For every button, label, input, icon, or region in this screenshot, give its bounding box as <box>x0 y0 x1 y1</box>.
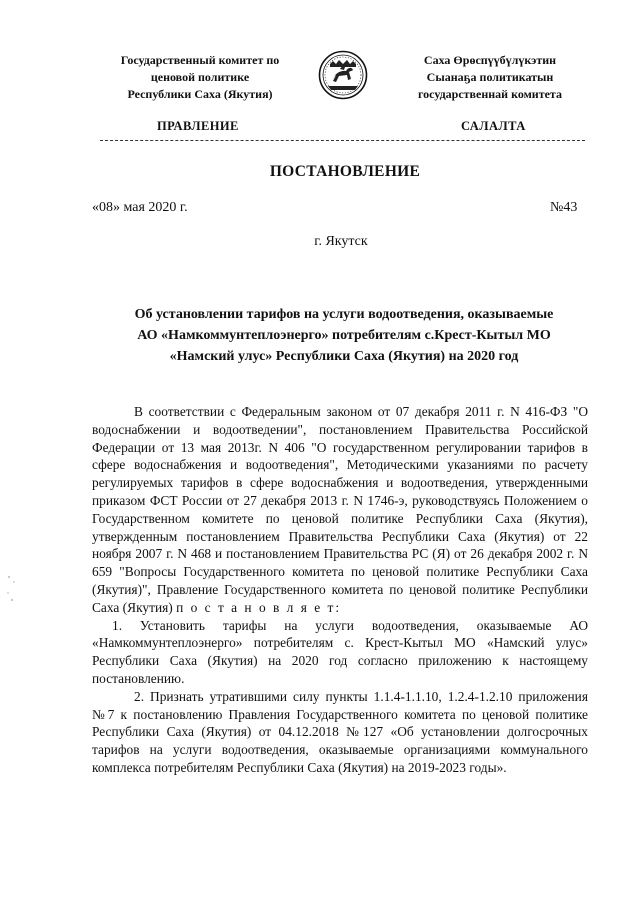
agency-name-ru-line-2: ценовой политике <box>150 70 250 84</box>
board-label-russian: ПРАВЛЕНИЕ <box>157 119 239 133</box>
decree-city: г. Якутск <box>314 234 368 249</box>
decree-item-2: 2. Признать утратившими силу пункты 1.1.4-1.1.10, 1.2.4-1.2.10 приложения №7 к постановлению Правления Государственного комитета по ценовой политике Республики Саха (Якутия) от 04.12.2018 №127 «Об установлении долгосрочных тарифов на услуги водоотведения, оказываемые организациями коммунального комплекса потребителям Республики Саха (Якутия) на 2019-2023 годы». <box>92 688 588 775</box>
board-label-yakut: САЛАЛТА <box>461 119 526 133</box>
agency-name-ru-line-1: Государственный комитет по <box>120 53 280 67</box>
resolves-word: п о с т а н о в л я е т: <box>176 599 342 615</box>
document-title: ПОСТАНОВЛЕНИЕ <box>269 163 421 180</box>
agency-name-russian <box>100 52 300 103</box>
preamble-text: В соответствии с Федеральным законом от 07 декабря 2011 г. N 416-ФЗ "О водоснабжении и водоотведении", постановлением Правительства Российской Федерации от 13 мая 2013г. N 406 "О государственном регулировании тарифов в сфере водоснабжения и водоотведения", Методическими указаниями по расчету регулируемых тарифов в сфере водоснабжения и водоотведения, утвержденными приказом ФСТ России от 27 декабря 2013 г. N 1746-э, руководствуясь Положением о Государственном комитете по ценовой политике Республики Саха (Якутия), утвержденным постановлением Правительства Республики Саха (Якутия) от 22 ноября 2007 г. N 468 и постановлением Правительства РС (Я) от 26 декабря 2002 г. N 659 "Вопросы Государственного комитета по ценовой политике Республики Саха (Якутия)", Правление Государственного комитета по ценовой политике Республики Саха (Якутия) <box>92 404 588 615</box>
scan-artifact <box>6 573 18 603</box>
decree-item-1: 1. Установить тарифы на услуги водоотведения, оказываемые АО «Намкоммунтеплоэнерго» потребителям с. Крест-Кытыл МО «Намский улус» Республики Саха (Якутия) на 2020 год согласно приложению к настоящему постановлению. <box>92 617 588 686</box>
agency-name-sah-line-1: Саха Өрөспүүбүлүкэтин <box>423 53 557 67</box>
sakha-republic-coat-of-arms-icon <box>318 50 368 100</box>
subject-line-2: АО «Намкоммунтеплоэнерго» потребителям с.Крест-Кытыл МО <box>137 328 551 343</box>
agency-name-ru-line-3: Республики Саха (Якутия) <box>127 87 273 101</box>
decree-date: «08» мая 2020 г. <box>92 200 188 215</box>
decree-number: №43 <box>550 200 578 215</box>
agency-name-yakut <box>390 52 590 103</box>
header-divider <box>100 140 585 141</box>
subject-line-3: «Намский улус» Республики Саха (Якутия) на 2020 год <box>169 349 519 364</box>
agency-name-sah-line-3: государственнай комитета <box>418 87 562 101</box>
decree-body <box>92 403 588 777</box>
decree-subject <box>100 304 588 367</box>
subject-line-1: Об установлении тарифов на услуги водоотведения, оказываемые <box>134 307 554 322</box>
agency-name-sah-line-2: Сыанаҕа политикатын <box>426 70 554 84</box>
preamble-paragraph <box>92 403 588 617</box>
